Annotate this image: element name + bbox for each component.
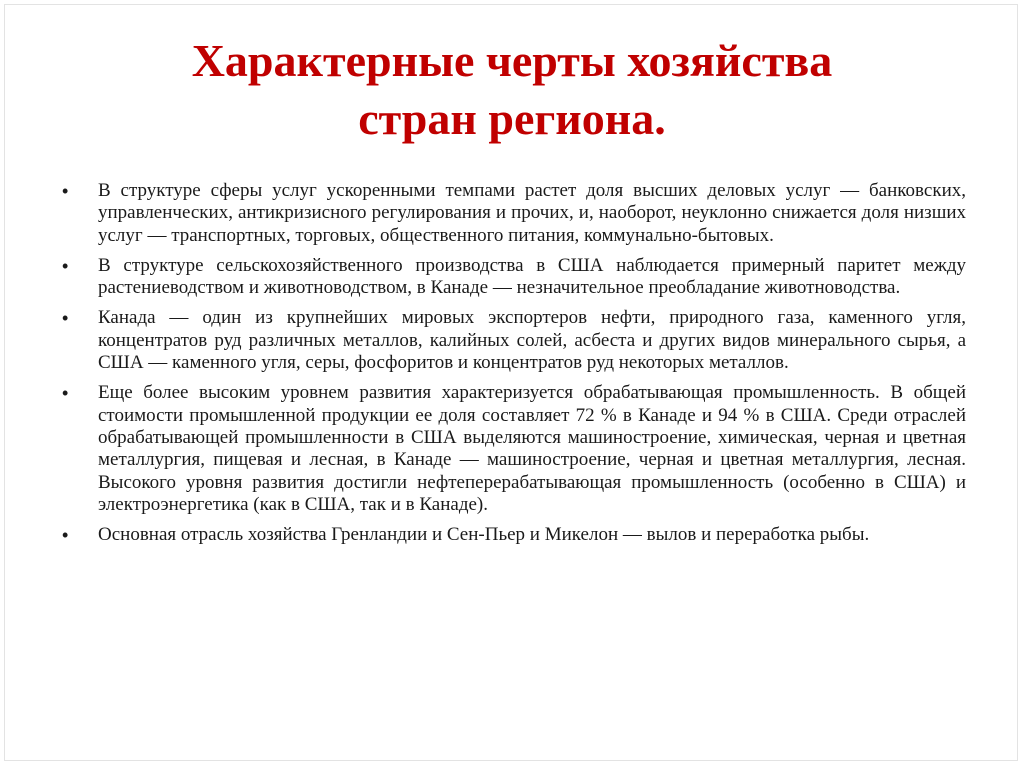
bullet-text: Основная отрасль хозяйства Гренландии и Сен-Пьер и Микелон — вылов и переработка рыбы. bbox=[98, 524, 870, 546]
bullet-list bbox=[62, 180, 966, 554]
bullet-icon: • bbox=[62, 181, 69, 201]
bullet-icon: • bbox=[62, 308, 69, 329]
bullet-icon: • bbox=[62, 383, 69, 404]
bullet-text: Еще более высоким уровнем развития характеризуется обрабатывающая промышленность. В общей стоимости промышленной продукции ее доля составляет 72 % в Канаде и 94 % в США. Среди отраслей обрабатывающей промышленности в США выделяются машиностроение, химическая, черная и цветная металлургия, пищевая и лесная, в Канаде — машиностроение, черная и цветная металлургия, лесная. Высокого уровня развития достигли нефтеперерабатывающая промышленность (особенно в США) и электроэнергетика (как в США, так и в Канаде). bbox=[98, 382, 966, 515]
bullet-text: В структуре сферы услуг ускоренными темпами растет доля высших деловых услуг — банковских, управленческих, антикризисного регулирования и прочих, и, наоборот, неуклонно снижается доля низших услуг — транспортных, торговых, общественного питания, коммунально-бытовых. bbox=[98, 180, 966, 246]
bullet-item-exports bbox=[62, 307, 966, 374]
bullet-item-fishing bbox=[62, 524, 966, 546]
bullet-item-manufacturing bbox=[62, 382, 966, 516]
slide-title-line-1: Характерные черты хозяйства bbox=[191, 35, 833, 86]
bullet-item-services bbox=[62, 180, 966, 247]
bullet-text: В структуре сельскохозяйственного производства в США наблюдается примерный паритет между растениеводством и животноводством, в Канаде — незначительное преобладание животноводства. bbox=[98, 254, 966, 299]
bullet-icon: • bbox=[62, 255, 69, 276]
bullet-text: Канада — один из крупнейших мировых экспортеров нефти, природного газа, каменного угля, концентратов руд различных металлов, калийных солей, асбеста и других видов минерального сырья, а США — каменного угля, серы, фосфоритов и концентратов руд некоторых металлов. bbox=[98, 307, 966, 374]
bullet-item-agriculture bbox=[62, 255, 966, 300]
slide-title-line-2: стран региона. bbox=[358, 93, 666, 144]
bullet-icon: • bbox=[62, 525, 69, 546]
slide-title bbox=[0, 32, 1024, 148]
